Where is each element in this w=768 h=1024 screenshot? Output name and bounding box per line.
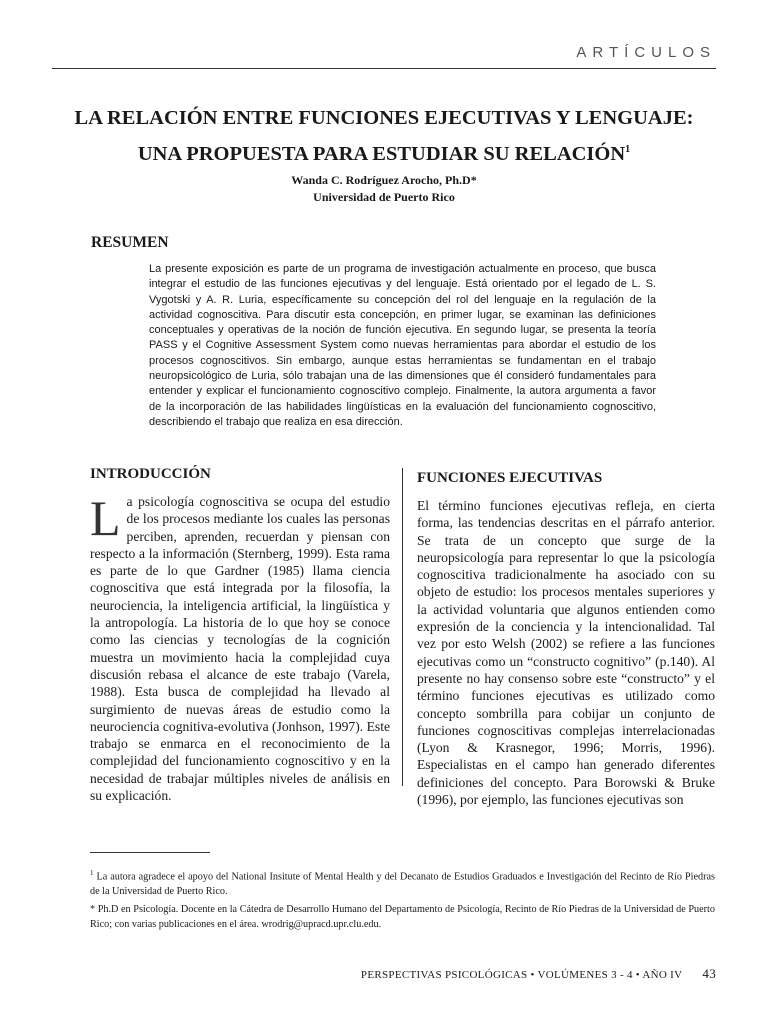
footnote-1-mark: 1 — [90, 869, 94, 877]
page-footer — [361, 966, 716, 982]
funciones-paragraph: El término funciones ejecutivas refleja, en cierta forma, las tendencias descritas en el párrafo anterior. Se trata de un concepto que surge de la neuropsicología para representar lo que la psicología cognoscitiva tradicionalmente ha asociado con su objeto de estudio: los procesos mentales superiores y la actividad voluntaria que algunos entienden como expresión de la conciencia y la intencionalidad. Tal vez por esto Welsh (2002) se refiere a las funciones ejecutivas como un “constructo cognitivo” (p.140). Al presente no hay consenso sobre este “constructo” y el término funciones ejecutivas es utilizado como concepto sombrilla para cobijar un conjunto de funciones cognoscitivas complejas interrelacionadas (Lyon & Krasnegor, 1996; Morris, 1996). Especialistas en el campo han generado diferentes definiciones del concepto. Para Borowski & Bruke (1996), por ejemplo, las funciones ejecutivas son — [417, 498, 715, 808]
abstract-heading: RESUMEN — [91, 234, 169, 251]
article-title — [40, 102, 728, 170]
right-column — [417, 460, 715, 808]
drop-cap: L — [90, 490, 121, 546]
column-divider — [402, 468, 403, 786]
author-affiliation: Universidad de Puerto Rico — [313, 190, 455, 204]
title-line-1: LA RELACIÓN ENTRE FUNCIONES EJECUTIVAS Y LENGUAJE: — [74, 107, 694, 129]
journal-info: PERSPECTIVAS PSICOLÓGICAS • VOLÚMENES 3 - 4 • AÑO IV — [360, 969, 683, 981]
intro-paragraph — [90, 490, 390, 804]
footnote-2: * Ph.D en Psicología. Docente en la Cátedra de Desarrollo Humano del Departamento de Psicología, Recinto de Río Piedras de la Universidad de Puerto Rico; con varias publicaciones en el área. wrodrig@upracd.upr.clu.edu. — [90, 904, 715, 930]
footnote-1-text: La autora agradece el apoyo del National Insitute of Mental Health y del Decanato de Estudios Graduados e Investigación del Recinto de Río Piedras de la Universidad de Puerto Rico. — [90, 871, 716, 897]
author-name: Wanda C. Rodríguez Arocho, Ph.D* — [291, 173, 477, 187]
footnote-rule — [90, 852, 210, 853]
left-column — [90, 460, 390, 804]
abstract-text: La presente exposición es parte de un programa de investigación actualmente en proceso, que busca integrar el estudio de las funciones ejecutivas y del lenguaje. Está orientado por el legado de L. S. Vygotski y A. R. Luria, específicamente su concepción del rol del lenguaje en la regulación de la actividad cognoscitiva. Para discutir esta concepción, en primer lugar, se examinan las definiciones conceptuales y operativas de la noción de función ejecutiva. En segundo lugar, se presenta la teoría PASS y el Cognitive Assessment System como nuevas herramientas para abordar el estudio de los procesos cognoscitivos. Sin embargo, aunque estas herramientas se fundamentan en el trabajo neuropsicológico de Luria, sólo trabajan una de las dimensiones que él consideró fundamentales para entender y explicar el funcionamiento cognoscitivo complejo. Finalmente, la autora argumenta a favor de la incorporación de las habilidades lingüísticas en la evaluación del funcionamiento cognoscitivo, describiendo el trabajo que realiza en esa dirección. — [149, 263, 656, 428]
author-block — [0, 172, 768, 206]
intro-text: a psicología cognoscitiva se ocupa del estudio de los procesos mediante los cuales las personas perciben, aprenden, recuerdan y piensan con respecto a la información (Sternberg, 1999). Esta rama es parte de lo que Gardner (1985) llama ciencia cognoscitiva que está integrada por la filosofía, la neurociencia, la inteligencia artificial, la lingüística y la antropología. La historia de lo que hoy se conoce como las ciencias y tecnologías de la cognición muestra un movimiento hacia la complejidad cuya discusión rebasa el alcance de este trabajo (Varela, 1988). Esta busca de complejidad ha llevado al surgimiento de nuevas áreas de estudio como la neurociencia cognitiva-evolutiva (Jonhson, 1997). Este trabajo se enmarca en el reconocimiento de la complejidad del funcionamiento cognoscitivo y en la necesidad de trabajar múltiples niveles de análisis en su explicación. — [90, 494, 390, 804]
title-footnote-mark: 1 — [625, 144, 631, 155]
section-tag: ARTÍCULOS — [576, 44, 716, 61]
title-line-2: UNA PROPUESTA PARA ESTUDIAR SU RELACIÓN — [137, 142, 626, 165]
page-number: 43 — [702, 966, 716, 981]
intro-heading: INTRODUCCIÓN — [90, 466, 211, 482]
footnote-1 — [90, 866, 715, 900]
funciones-heading: FUNCIONES EJECUTIVAS — [417, 470, 603, 486]
header-rule — [52, 68, 716, 69]
